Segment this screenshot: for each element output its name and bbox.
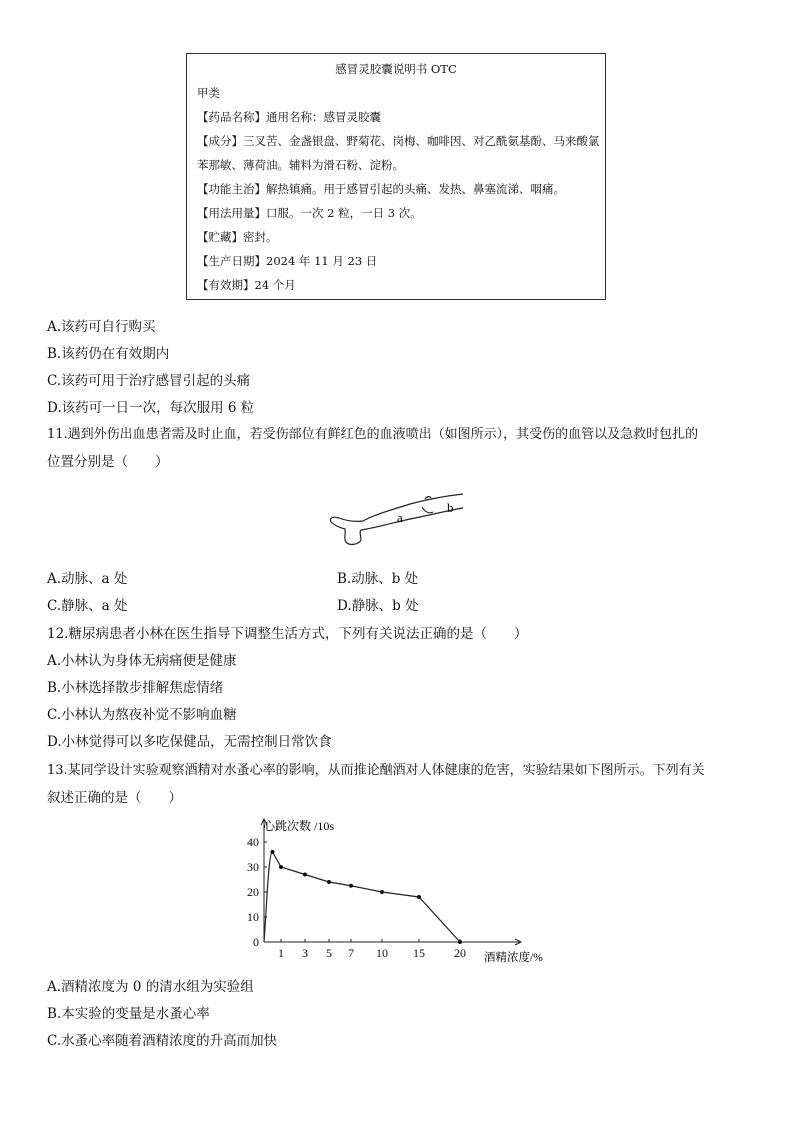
y-tick-label: 20 xyxy=(247,885,259,899)
q10-option-b: B.该药仍在有效期内 xyxy=(47,346,170,362)
arm-bleeding-figure xyxy=(325,488,470,550)
q10-option-d: D.该药可一日一次，每次服用 6 粒 xyxy=(47,400,255,416)
q12-option-c: C.小林认为熬夜补觉不影响血糖 xyxy=(47,707,237,723)
q11-stem-line2: 位置分别是（ ） xyxy=(47,454,169,470)
q11-option-a: A.动脉、a 处 xyxy=(47,571,128,587)
data-point xyxy=(327,880,331,884)
data-point xyxy=(458,940,462,944)
x-tick-label: 10 xyxy=(376,946,388,960)
fig-label-a: a xyxy=(397,510,403,525)
data-point xyxy=(271,850,275,854)
q13-option-b: B.本实验的变量是水蚤心率 xyxy=(47,1006,210,1022)
q13-option-c: C.水蚤心率随着酒精浓度的升高而加快 xyxy=(47,1033,278,1049)
heart-rate-chart xyxy=(235,812,555,967)
y-tick-label: 0 xyxy=(253,935,259,949)
y-axis-label: 心跳次数 /10s xyxy=(263,819,335,833)
instruction-line: 【药品名称】通用名称：感冒灵胶囊 xyxy=(197,110,381,124)
instruction-line: 【贮藏】密封。 xyxy=(197,230,278,244)
data-point xyxy=(417,895,421,899)
data-point xyxy=(279,865,283,869)
instruction-line: 【用法用量】口服。一次 2 粒，一日 3 次。 xyxy=(197,206,422,220)
instruction-line: 【功能主治】解热镇痛。用于感冒引起的头痛、发热、鼻塞流涕、咽痛。 xyxy=(197,182,565,196)
q10-option-c: C.该药可用于治疗感冒引起的头痛 xyxy=(47,373,251,389)
x-tick-label: 5 xyxy=(326,946,332,960)
q11-option-c: C.静脉、a 处 xyxy=(47,598,128,614)
fig-label-b: b xyxy=(447,500,454,515)
q12-stem: 12.糖尿病患者小林在医生指导下调整生活方式，下列有关说法正确的是（ ） xyxy=(47,626,528,642)
q13-option-a: A.酒精浓度为 0 的清水组为实验组 xyxy=(47,979,254,995)
x-tick-label: 1 xyxy=(278,946,284,960)
instruction-title: 感冒灵胶囊说明书 OTC xyxy=(335,62,457,76)
q12-option-a: A.小林认为身体无病痛便是健康 xyxy=(47,653,237,669)
x-tick-label: 20 xyxy=(454,946,466,960)
q11-option-b: B.动脉、b 处 xyxy=(337,571,419,587)
series-line xyxy=(264,852,460,942)
instruction-line: 甲类 xyxy=(197,86,220,100)
drug-instruction-box xyxy=(186,53,606,300)
q11-option-d: D.静脉、b 处 xyxy=(337,598,419,614)
y-tick-label: 10 xyxy=(247,910,259,924)
q12-option-b: B.小林选择散步排解焦虑情绪 xyxy=(47,680,224,696)
x-tick-label: 7 xyxy=(348,946,354,960)
x-tick-label: 3 xyxy=(302,946,308,960)
q13-stem-line1: 13.某同学设计实验观察酒精对水蚤心率的影响，从而推论酗酒对人体健康的危害，实验结果如下图所示。下列有关 xyxy=(47,763,705,778)
instruction-line: 【成分】三叉苦、金盏银盘、野菊花、岗梅、咖啡因、对乙酰氨基酚、马来酸氯 xyxy=(197,134,600,148)
data-point xyxy=(349,884,353,888)
y-tick-label: 30 xyxy=(247,860,259,874)
instruction-line: 苯那敏、薄荷油。辅料为滑石粉、淀粉。 xyxy=(197,158,404,172)
q12-option-d: D.小林觉得可以多吃保健品，无需控制日常饮食 xyxy=(47,734,332,750)
q11-stem-line1: 11.遇到外伤出血患者需及时止血，若受伤部位有鲜红色的血液喷出（如图所示），其受伤的血管以及急救时包扎的 xyxy=(47,427,699,442)
q10-option-a: A.该药可自行购买 xyxy=(47,319,156,335)
y-tick-label: 40 xyxy=(247,835,259,849)
instruction-line: 【生产日期】2024 年 11 月 23 日 xyxy=(197,254,378,268)
instruction-line: 【有效期】24 个月 xyxy=(197,278,296,292)
data-point xyxy=(380,890,384,894)
x-axis-label: 酒精浓度/% xyxy=(484,952,543,964)
x-tick-label: 15 xyxy=(413,946,425,960)
q13-stem-line2: 叙述正确的是（ ） xyxy=(47,790,182,806)
data-point xyxy=(303,873,307,877)
